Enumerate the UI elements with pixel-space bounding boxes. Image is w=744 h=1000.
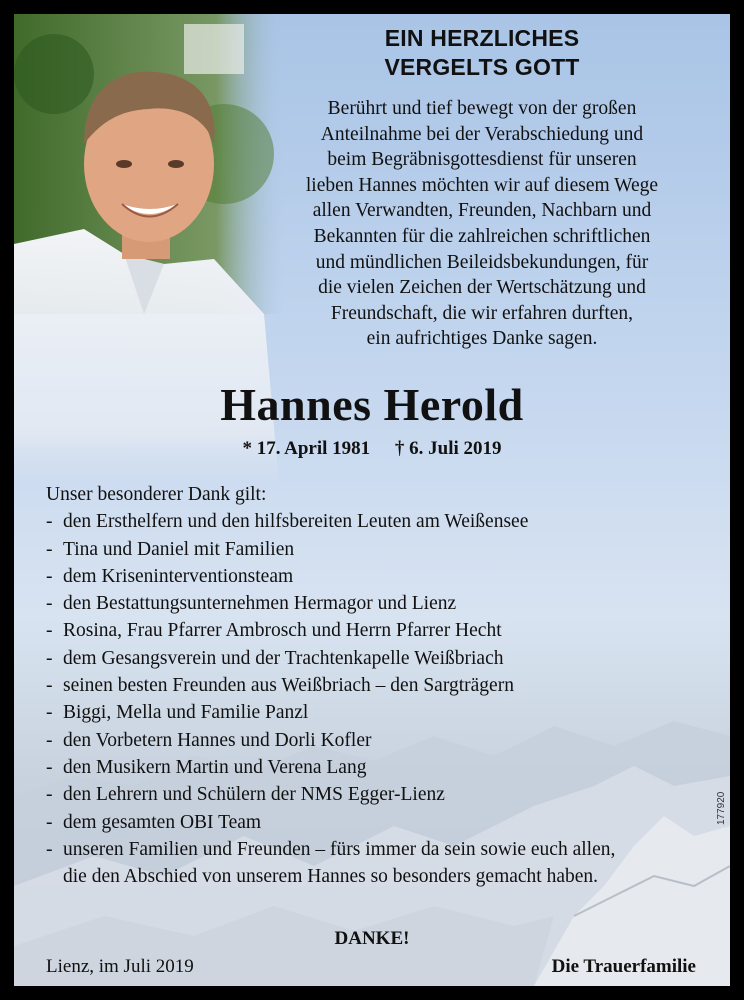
death-date: † 6. Juli 2019 xyxy=(394,438,502,459)
intro-line: beim Begräbnisgottesdienst für unseren xyxy=(327,149,637,171)
list-item: - Biggi, Mella und Familie Panzl xyxy=(46,699,696,726)
list-item: - den Bestattungsunternehmen Hermagor und Lienz xyxy=(46,590,696,617)
thanks-section xyxy=(46,481,696,890)
list-item: - dem Gesangsverein und der Trachtenkapelle Weißbriach xyxy=(46,645,696,672)
list-item: - unseren Familien und Freunden – fürs immer da sein sowie euch allen, die den Abschied von unserem Hannes so besonders gemacht haben. xyxy=(46,836,623,891)
list-item: - den Vorbetern Hannes und Dorli Kofler xyxy=(46,727,696,754)
thanks-list xyxy=(46,508,696,890)
heading xyxy=(254,24,710,82)
deceased-name: Hannes Herold xyxy=(220,379,524,430)
list-item: - den Musikern Martin und Verena Lang xyxy=(46,754,696,781)
intro-line: und mündlichen Beileidsbekundungen, für xyxy=(315,251,649,273)
life-dates xyxy=(0,438,744,460)
intro-column xyxy=(254,24,710,352)
signature: Die Trauerfamilie xyxy=(551,956,696,977)
intro-line: lieben Hannes möchten wir auf diesem Wege xyxy=(305,174,659,196)
intro-text xyxy=(254,96,710,352)
intro-line: die vielen Zeichen der Wertschätzung und xyxy=(318,277,646,299)
intro-line: Anteilnahme bei der Verabschiedung und xyxy=(320,123,644,145)
intro-line: Bekannten für die zahlreichen schriftlichen xyxy=(313,225,651,247)
list-item: - seinen besten Freunden aus Weißbriach – den Sargträgern xyxy=(46,672,696,699)
list-item: - Rosina, Frau Pfarrer Ambrosch und Herrn Pfarrer Hecht xyxy=(46,617,696,644)
ad-code: 177920 xyxy=(716,791,727,825)
danke-text: DANKE! xyxy=(334,928,410,949)
list-item: - den Lehrern und Schülern der NMS Egger-Lienz xyxy=(46,781,696,808)
list-item: - Tina und Daniel mit Familien xyxy=(46,536,696,563)
intro-line: Freundschaft, die wir erfahren durften, xyxy=(330,302,634,324)
heading-line-2: VERGELTS GOTT xyxy=(384,54,580,80)
thanks-intro: Unser besonderer Dank gilt: xyxy=(46,484,267,505)
list-item: - dem gesamten OBI Team xyxy=(46,809,696,836)
intro-line: ein aufrichtiges Danke sagen. xyxy=(366,328,598,350)
list-item: - den Ersthelfern und den hilfsbereiten Leuten am Weißensee xyxy=(46,508,696,535)
intro-line: allen Verwandten, Freunden, Nachbarn und xyxy=(312,200,652,222)
place-date: Lienz, im Juli 2019 xyxy=(46,956,194,977)
list-item: - dem Kriseninterventionsteam xyxy=(46,563,696,590)
birth-date: * 17. April 1981 xyxy=(242,438,371,459)
heading-line-1: EIN HERZLICHES xyxy=(384,25,580,51)
intro-line: Berührt und tief bewegt von der großen xyxy=(327,98,637,119)
